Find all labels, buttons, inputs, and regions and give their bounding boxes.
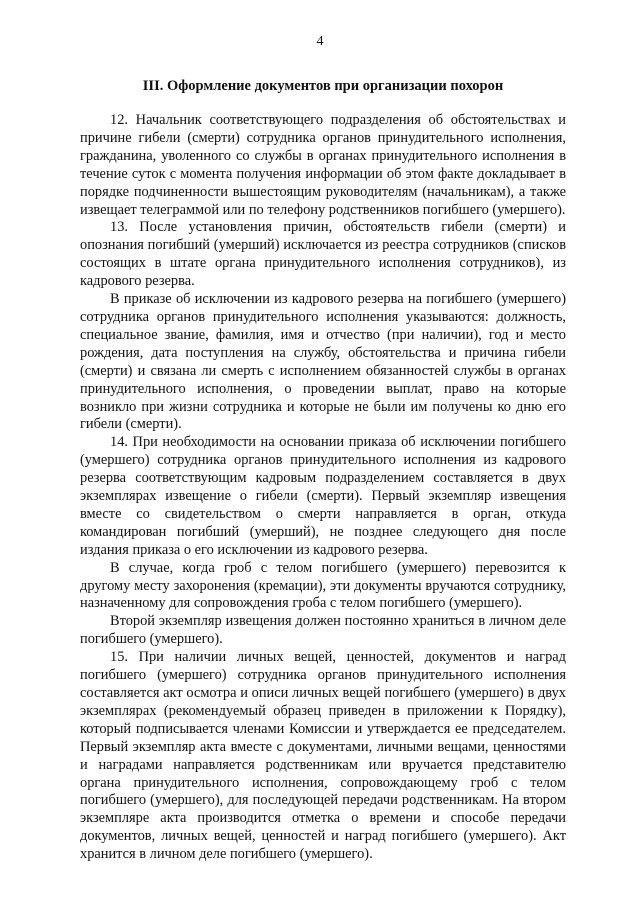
body-text [80, 112, 566, 864]
paragraph-transport: В случае, когда гроб с телом погибшего (умершего) перевозится к другому месту захоронения (кремации), эти документы вручаются сотруднику, назначенному для сопровождения гроба с телом погибшего (умершего). [80, 559, 566, 612]
paragraph-reserve-order: В приказе об исключении из кадрового резерва на погибшего (умершего) сотрудника органов принудительного исполнения указываются: должность, специальное звание, фамилия, имя и отчество (при наличии), год и место рождения, дата поступления на службу, обстоятельства и причина гибели (смерти) и связана ли смерть с исполнением обязанностей службы в органах принудительного исполнения, о проведении выплат, право на которые возникло при жизни сотрудника и которые не были им получены ко дню его гибели (смерти). [80, 291, 566, 433]
section-heading: III. Оформление документов при организации похорон [142, 78, 504, 94]
paragraph-13: 13. После установления причин, обстоятельств гибели (смерти) и опознания погибший (умерший) исключается из реестра сотрудников (списков состоящих в штате органа принудительного исполнения сотрудников), из кадрового резерва. [80, 219, 566, 290]
page-number: 4 [316, 34, 324, 49]
paragraph-12: 12. Начальник соответствующего подразделения об обстоятельствах и причине гибели (смерти) сотрудника органов принудительного исполнения, гражданина, уволенного со службы в органах принудительного исполнения в течение суток с момента получения информации об этом факте докладывает в порядке подчиненности вышестоящим руководителям (начальникам), а также извещает телеграммой или по телефону родственников погибшего (умершего). [80, 112, 566, 218]
paragraph-15: 15. При наличии личных вещей, ценностей, документов и наград погибшего (умершего) сотрудника органов принудительного исполнения составляется акт осмотра и описи личных вещей погибшего (умершего) в двух экземплярах (рекомендуемый образец приведен в приложении к Порядку), который подписывается членами Комиссии и утверждается ее председателем. Первый экземпляр акта вместе с документами, личными вещами, ценностями и наградами направляется родственникам или вручается представителю органа принудительного исполнения, сопровождающему гроб с телом погибшего (умершего), для последующей передачи родственникам. На втором экземпляре акта производится отметка о времени и способе передачи документов, личных вещей, ценностей и наград погибшего (умершего). Акт хранится в личном деле погибшего (умершего). [80, 649, 566, 863]
paragraph-14: 14. При необходимости на основании приказа об исключении погибшего (умершего) сотрудника органов принудительного исполнения из кадрового резерва соответствующим кадровым подразделением составляется в двух экземплярах извещение о гибели (смерти). Первый экземпляр извещения вместе со свидетельством о смерти направляется в орган, откуда командирован погибший (умерший), не позднее следующего дня после издания приказа о его исключении из кадрового резерва. [80, 434, 566, 558]
paragraph-second-copy: Второй экземпляр извещения должен постоянно храниться в личном деле погибшего (умершего). [80, 613, 566, 648]
